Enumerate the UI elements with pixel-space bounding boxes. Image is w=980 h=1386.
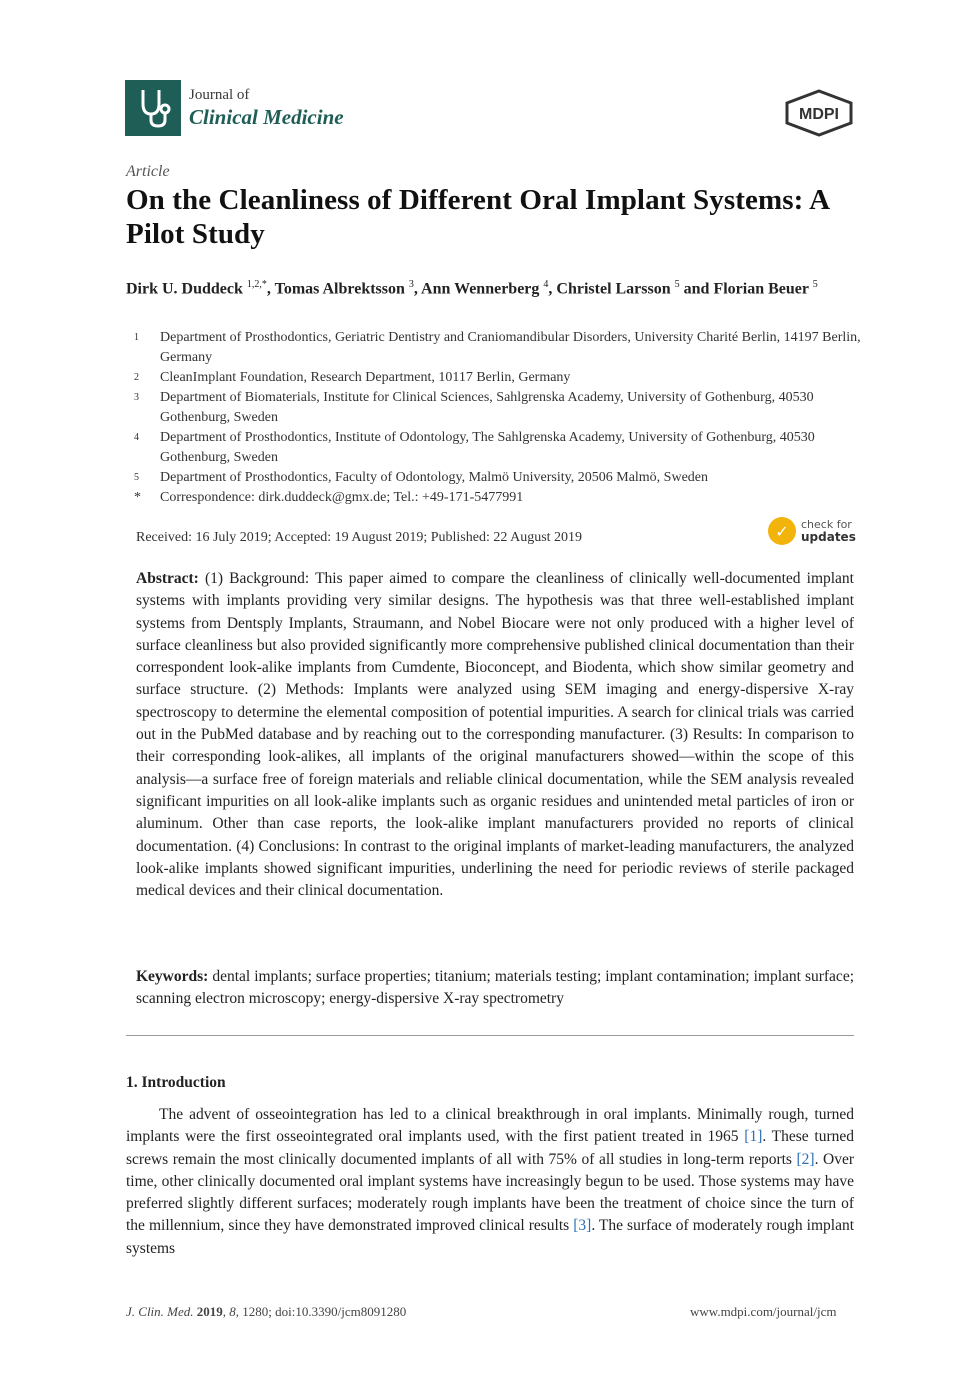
affiliation-item <box>134 368 864 388</box>
intro-text: . Over time, other clinically documented oral implant systems have increasingly begun to be used. Those systems may have preferred slightly different surfaces; moderately rough implants have been the treatment of choice since the turn of the millennium, since they have demonstrated improved clinical results <box>126 1150 854 1235</box>
affiliation-item <box>134 428 864 468</box>
author-affiliation-marker: 5 <box>812 279 818 290</box>
abstract-label: Abstract: <box>136 570 199 587</box>
abstract <box>136 568 854 902</box>
author-affiliation-marker: 3 <box>408 279 414 290</box>
journal-logo <box>125 80 344 136</box>
author-list <box>126 274 866 300</box>
journal-name-line1: Journal of <box>189 87 250 104</box>
mdpi-logo <box>783 89 855 137</box>
updates-line2: updates <box>801 530 856 544</box>
keywords-text: dental implants; surface properties; titanium; materials testing; implant contamination; implant surface; scanning electron microscopy; energy-dispersive X-ray spectrometry <box>136 968 855 1008</box>
article-type: Article <box>126 163 170 180</box>
citation-link[interactable]: [3] <box>573 1217 592 1235</box>
affiliation-number: 2 <box>134 372 139 383</box>
paper-title: On the Cleanliness of Different Oral Implant Systems: A Pilot Study <box>126 184 829 250</box>
affiliation-item <box>134 328 864 368</box>
author-separator: , <box>413 280 422 298</box>
updates-line1: check for <box>801 518 852 531</box>
affiliation-number: 3 <box>134 392 139 403</box>
author-name: Ann Wennerberg <box>421 280 544 298</box>
footer-year: 2019 <box>196 1304 223 1319</box>
abstract-text: (1) Background: This paper aimed to compare the cleanliness of clinically well-documented implant systems with implants providing very similar designs. The hypothesis was that three well-established implant systems from Dentsply Implants, Straumann, and Nobel Biocare were not only produced with a higher level of surface cleanliness but also provided significantly more comprehensive published clinical documentation than their correspondent look-alike implants from Cumdente, Bioconcept, and Biodenta, which show similar geometry and surface structure. (2) Methods: Implants were analyzed using SEM imaging and energy-dispersive X-ray spectroscopy to determine the elemental composition of potential impurities. A search for clinical trials was carried out in the PubMed database and by reaching out to the corresponding manufacturer. (3) Results: In comparison to their corresponding look-alikes, all implants of the original manufacturers showed—within the scope of this analysis—a surface free of foreign materials and reliable clinical documentation, while the SEM analysis revealed significant impurities on all look-alike implants such as organic residues and unintended metal particles of iron or aluminum. Other than case reports, the look-alike implant manufacturers provided no reports of clinical documentation. (4) Conclusions: In contrast to the original implants of market-leading manufacturers, the analyzed look-alike implants showed significant impurities, underlining the need for periodic reviews of sterile packaged medical devices and their clinical documentation. <box>136 570 854 900</box>
footer-journal-abbrev: J. Clin. Med. <box>126 1304 197 1319</box>
affiliation-text: Department of Prosthodontics, Faculty of Odontology, Malmö University, 20506 Malmö, Sweden <box>160 470 709 485</box>
keywords <box>136 966 854 1011</box>
intro-text: . These turned screws remain the most clinically documented implants of all with 75% of all studies in long-term reports <box>126 1128 855 1168</box>
check-icon: ✓ <box>768 517 796 545</box>
publication-dates: Received: 16 July 2019; Accepted: 19 August 2019; Published: 22 August 2019 <box>136 530 583 545</box>
section-heading: 1. Introduction <box>126 1074 226 1091</box>
author-affiliation-marker: 5 <box>674 279 680 290</box>
author-separator: and <box>679 280 714 298</box>
author-separator: , <box>266 280 275 298</box>
author-affiliation-marker: 1,2,* <box>246 279 267 290</box>
author-name: Christel Larsson <box>556 280 675 298</box>
author-separator: , <box>548 280 557 298</box>
citation-link[interactable]: [1] <box>744 1128 763 1146</box>
affiliation-text: Department of Biomaterials, Institute for Clinical Sciences, Sahlgrenska Academy, University of Gothenburg, 40530 Gothenburg, Sweden <box>160 390 814 425</box>
affiliation-text: Department of Prosthodontics, Geriatric Dentistry and Craniomandibular Disorders, University Charité Berlin, 14197 Berlin, Germany <box>160 330 861 365</box>
author-name: Dirk U. Duddeck <box>126 280 247 298</box>
footer-url[interactable]: www.mdpi.com/journal/jcm <box>690 1304 837 1319</box>
intro-text: The advent of osseointegration has led to a clinical breakthrough in oral implants. Minimally rough, turned implants were the first osseointegrated oral implants used, with the first patient treated in 1965 <box>126 1106 854 1146</box>
affiliation-text: Department of Prosthodontics, Institute of Odontology, The Sahlgrenska Academy, University of Gothenburg, 40530 Gothenburg, Sweden <box>160 430 815 465</box>
author-name: Tomas Albrektsson <box>274 280 409 298</box>
author-affiliation-marker: 4 <box>543 279 549 290</box>
affiliation-number: 4 <box>134 432 139 443</box>
introduction-paragraph <box>126 1104 854 1260</box>
mdpi-logo-text: MDPI <box>799 106 839 123</box>
affiliation-number: * <box>134 490 141 505</box>
affiliation-number: 1 <box>134 332 139 343</box>
keywords-label: Keywords: <box>136 968 209 985</box>
affiliation-item <box>134 488 864 508</box>
affiliation-item <box>134 388 864 428</box>
citation-link[interactable]: [2] <box>796 1150 815 1168</box>
intro-text: . The surface of moderately rough implant systems <box>126 1217 855 1257</box>
affiliation-text: Correspondence: dirk.duddeck@gmx.de; Tel.: +49-171-5477991 <box>160 490 524 505</box>
affiliation-item <box>134 468 864 488</box>
stethoscope-icon <box>125 80 181 136</box>
footer-citation: J. Clin. Med. 2019, 8, 1280; doi:10.3390/jcm8091280 <box>126 1304 407 1319</box>
affiliation-text: CleanImplant Foundation, Research Department, 10117 Berlin, Germany <box>160 370 571 385</box>
affiliation-list <box>134 328 864 508</box>
check-for-updates-badge[interactable] <box>768 517 856 545</box>
affiliation-number: 5 <box>134 472 139 483</box>
section-divider <box>126 1035 854 1036</box>
footer-doi: , 1280; doi:10.3390/jcm8091280 <box>235 1304 407 1319</box>
journal-name-line2: Clinical Medicine <box>189 104 344 129</box>
author-name: Florian Beuer <box>713 280 813 298</box>
footer-volume: 8 <box>229 1304 236 1319</box>
